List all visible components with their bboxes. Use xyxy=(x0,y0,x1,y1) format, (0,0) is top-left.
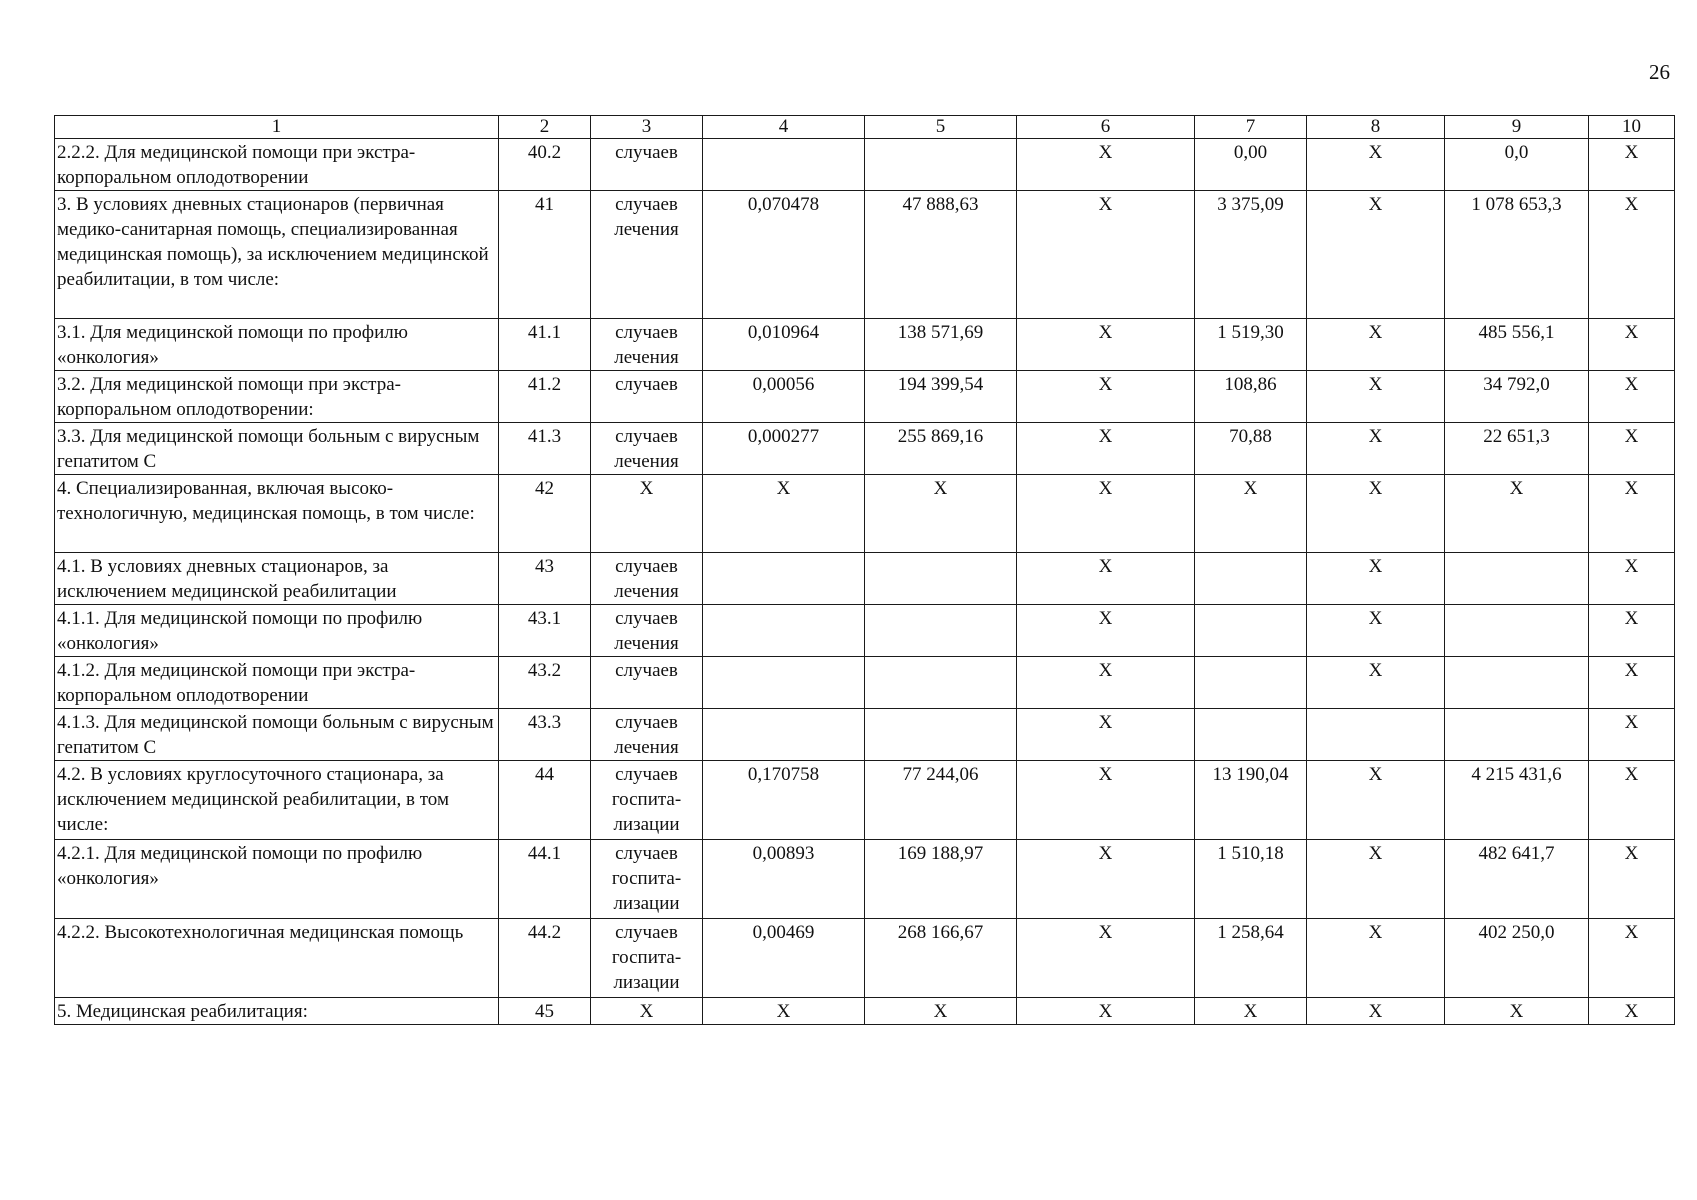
table-cell: Х xyxy=(1307,139,1445,191)
row-description: 3.3. Для медицинской помощи больным с вирусным гепатитом С xyxy=(55,423,499,475)
row-unit: случаев лечения xyxy=(591,709,703,761)
table-cell: Х xyxy=(1589,139,1675,191)
table-row xyxy=(55,761,1675,840)
table-cell: 485 556,1 xyxy=(1445,319,1589,371)
row-description: 4.2.1. Для медицинской помощи по профилю «онкология» xyxy=(55,840,499,919)
table-cell: Х xyxy=(1017,371,1195,423)
table-cell xyxy=(1195,605,1307,657)
table-cell: Х xyxy=(1017,657,1195,709)
table-cell: 0,010964 xyxy=(703,319,865,371)
table-cell: 0,170758 xyxy=(703,761,865,840)
table-cell: 77 244,06 xyxy=(865,761,1017,840)
table-cell: Х xyxy=(1307,423,1445,475)
row-description: 2.2.2. Для медицинской помощи при экстра-корпоральном оплодотворении xyxy=(55,139,499,191)
column-header: 7 xyxy=(1195,116,1307,139)
table-cell: Х xyxy=(1017,998,1195,1025)
table-cell: 47 888,63 xyxy=(865,191,1017,319)
table-cell: 0,00893 xyxy=(703,840,865,919)
table-cell: Х xyxy=(1017,919,1195,998)
column-header: 8 xyxy=(1307,116,1445,139)
row-code: 42 xyxy=(499,475,591,553)
table-row xyxy=(55,139,1675,191)
table-cell: 255 869,16 xyxy=(865,423,1017,475)
table-body xyxy=(55,139,1675,1025)
column-header: 5 xyxy=(865,116,1017,139)
table-row xyxy=(55,475,1675,553)
data-table xyxy=(54,115,1675,1025)
row-unit: случаев лечения xyxy=(591,319,703,371)
table-cell: Х xyxy=(1307,919,1445,998)
row-description: 5. Медицинская реабилитация: xyxy=(55,998,499,1025)
column-header: 1 xyxy=(55,116,499,139)
table-cell: Х xyxy=(865,475,1017,553)
table-cell xyxy=(1445,709,1589,761)
table-cell: Х xyxy=(1445,475,1589,553)
table-cell: 402 250,0 xyxy=(1445,919,1589,998)
row-code: 41 xyxy=(499,191,591,319)
table-cell: 70,88 xyxy=(1195,423,1307,475)
table-cell: 0,00469 xyxy=(703,919,865,998)
table-cell: 0,00056 xyxy=(703,371,865,423)
table-cell: Х xyxy=(1589,761,1675,840)
row-description: 4.2.2. Высокотехнологичная медицинская помощь xyxy=(55,919,499,998)
table-cell: Х xyxy=(703,998,865,1025)
table-cell: 1 510,18 xyxy=(1195,840,1307,919)
row-description: 3. В условиях дневных стационаров (первичная медико-санитарная помощь, специализированная медицинская помощь), за исключением медицинской реабилитации, в том числе: xyxy=(55,191,499,319)
table-cell xyxy=(1195,553,1307,605)
table-cell xyxy=(865,139,1017,191)
table-cell: Х xyxy=(1195,475,1307,553)
table-row xyxy=(55,553,1675,605)
table-cell: Х xyxy=(1017,605,1195,657)
table-header xyxy=(55,116,1675,139)
table-cell: 0,0 xyxy=(1445,139,1589,191)
table-row xyxy=(55,423,1675,475)
table-cell: Х xyxy=(1307,761,1445,840)
table-cell: 0,070478 xyxy=(703,191,865,319)
row-unit: случаев лечения xyxy=(591,553,703,605)
column-header: 9 xyxy=(1445,116,1589,139)
table-cell: Х xyxy=(865,998,1017,1025)
table-cell: Х xyxy=(1589,709,1675,761)
page-number: 26 xyxy=(1649,60,1670,84)
row-code: 40.2 xyxy=(499,139,591,191)
row-code: 43 xyxy=(499,553,591,605)
table-cell xyxy=(1307,709,1445,761)
table-cell xyxy=(703,139,865,191)
row-code: 41.2 xyxy=(499,371,591,423)
row-unit: случаев xyxy=(591,371,703,423)
row-unit: случаев xyxy=(591,139,703,191)
row-code: 41.1 xyxy=(499,319,591,371)
table-row xyxy=(55,371,1675,423)
row-unit: Х xyxy=(591,998,703,1025)
table-row xyxy=(55,191,1675,319)
table-cell xyxy=(865,709,1017,761)
table-cell: Х xyxy=(1307,319,1445,371)
table-cell: 108,86 xyxy=(1195,371,1307,423)
table-cell xyxy=(865,657,1017,709)
table-cell: Х xyxy=(1589,371,1675,423)
table-cell: Х xyxy=(1589,191,1675,319)
row-code: 45 xyxy=(499,998,591,1025)
table-cell xyxy=(865,553,1017,605)
row-unit: случаев лечения xyxy=(591,423,703,475)
table-cell: Х xyxy=(1307,998,1445,1025)
row-description: 4.1.1. Для медицинской помощи по профилю «онкология» xyxy=(55,605,499,657)
table-cell: Х xyxy=(1589,919,1675,998)
table-row xyxy=(55,657,1675,709)
row-code: 41.3 xyxy=(499,423,591,475)
table-cell: 4 215 431,6 xyxy=(1445,761,1589,840)
table-cell: Х xyxy=(1307,475,1445,553)
row-description: 3.2. Для медицинской помощи при экстра-корпоральном оплодотворении: xyxy=(55,371,499,423)
table-cell: Х xyxy=(1017,709,1195,761)
table-row xyxy=(55,319,1675,371)
table-cell: 3 375,09 xyxy=(1195,191,1307,319)
table-cell: Х xyxy=(1307,840,1445,919)
table-cell: 0,00 xyxy=(1195,139,1307,191)
table-cell: Х xyxy=(1017,475,1195,553)
table-cell: Х xyxy=(1445,998,1589,1025)
table-cell: Х xyxy=(1017,761,1195,840)
table-cell: Х xyxy=(1589,423,1675,475)
table-cell: Х xyxy=(1589,319,1675,371)
row-unit: случаев xyxy=(591,657,703,709)
table-cell: Х xyxy=(1307,553,1445,605)
row-code: 43.2 xyxy=(499,657,591,709)
table-cell: Х xyxy=(1589,998,1675,1025)
table-cell: Х xyxy=(1017,840,1195,919)
table-cell: Х xyxy=(1195,998,1307,1025)
table-cell: Х xyxy=(1589,605,1675,657)
row-code: 44.1 xyxy=(499,840,591,919)
table-cell: Х xyxy=(1589,553,1675,605)
table-cell: Х xyxy=(1017,319,1195,371)
row-unit: случаев госпита- лизации xyxy=(591,840,703,919)
table-cell: Х xyxy=(1017,553,1195,605)
table-cell xyxy=(703,709,865,761)
table-row xyxy=(55,919,1675,998)
table-cell xyxy=(865,605,1017,657)
column-header: 10 xyxy=(1589,116,1675,139)
table-cell: 1 078 653,3 xyxy=(1445,191,1589,319)
table-cell xyxy=(1195,657,1307,709)
table-cell xyxy=(1195,709,1307,761)
table-cell: 0,000277 xyxy=(703,423,865,475)
table-cell: Х xyxy=(1589,840,1675,919)
table-cell: Х xyxy=(1017,139,1195,191)
table-cell xyxy=(703,657,865,709)
table-row xyxy=(55,709,1675,761)
row-description: 4. Специализированная, включая высоко-технологичную, медицинская помощь, в том числе: xyxy=(55,475,499,553)
table-cell: Х xyxy=(703,475,865,553)
column-header: 2 xyxy=(499,116,591,139)
table-cell xyxy=(1445,657,1589,709)
table-cell xyxy=(1445,605,1589,657)
row-description: 4.1. В условиях дневных стационаров, за исключением медицинской реабилитации xyxy=(55,553,499,605)
table-cell: 1 519,30 xyxy=(1195,319,1307,371)
row-description: 4.1.3. Для медицинской помощи больным с вирусным гепатитом С xyxy=(55,709,499,761)
row-code: 43.1 xyxy=(499,605,591,657)
row-unit: случаев лечения xyxy=(591,605,703,657)
table-row xyxy=(55,605,1675,657)
table-cell: 169 188,97 xyxy=(865,840,1017,919)
table-cell: 34 792,0 xyxy=(1445,371,1589,423)
table-cell: 138 571,69 xyxy=(865,319,1017,371)
table-row xyxy=(55,998,1675,1025)
row-code: 44.2 xyxy=(499,919,591,998)
row-unit: случаев госпита- лизации xyxy=(591,761,703,840)
table-cell xyxy=(1445,553,1589,605)
table-cell: Х xyxy=(1307,657,1445,709)
row-description: 4.1.2. Для медицинской помощи при экстра-корпоральном оплодотворении xyxy=(55,657,499,709)
table-cell xyxy=(703,605,865,657)
column-header: 6 xyxy=(1017,116,1195,139)
table-cell: 482 641,7 xyxy=(1445,840,1589,919)
column-header: 4 xyxy=(703,116,865,139)
row-code: 44 xyxy=(499,761,591,840)
table-row xyxy=(55,840,1675,919)
row-unit: случаев лечения xyxy=(591,191,703,319)
table-cell xyxy=(703,553,865,605)
row-code: 43.3 xyxy=(499,709,591,761)
table-cell: Х xyxy=(1589,657,1675,709)
table-cell: 194 399,54 xyxy=(865,371,1017,423)
table-cell: Х xyxy=(1017,191,1195,319)
header-row xyxy=(55,116,1675,139)
row-unit: случаев госпита- лизации xyxy=(591,919,703,998)
table-cell: Х xyxy=(1307,371,1445,423)
row-unit: Х xyxy=(591,475,703,553)
table-cell: 1 258,64 xyxy=(1195,919,1307,998)
table-cell: 13 190,04 xyxy=(1195,761,1307,840)
row-description: 3.1. Для медицинской помощи по профилю «онкология» xyxy=(55,319,499,371)
table-cell: 22 651,3 xyxy=(1445,423,1589,475)
column-header: 3 xyxy=(591,116,703,139)
table-cell: Х xyxy=(1307,191,1445,319)
table-cell: Х xyxy=(1307,605,1445,657)
row-description: 4.2. В условиях круглосуточного стационара, за исключением медицинской реабилитации, в том числе: xyxy=(55,761,499,840)
table-cell: Х xyxy=(1017,423,1195,475)
table-cell: Х xyxy=(1589,475,1675,553)
table-cell: 268 166,67 xyxy=(865,919,1017,998)
